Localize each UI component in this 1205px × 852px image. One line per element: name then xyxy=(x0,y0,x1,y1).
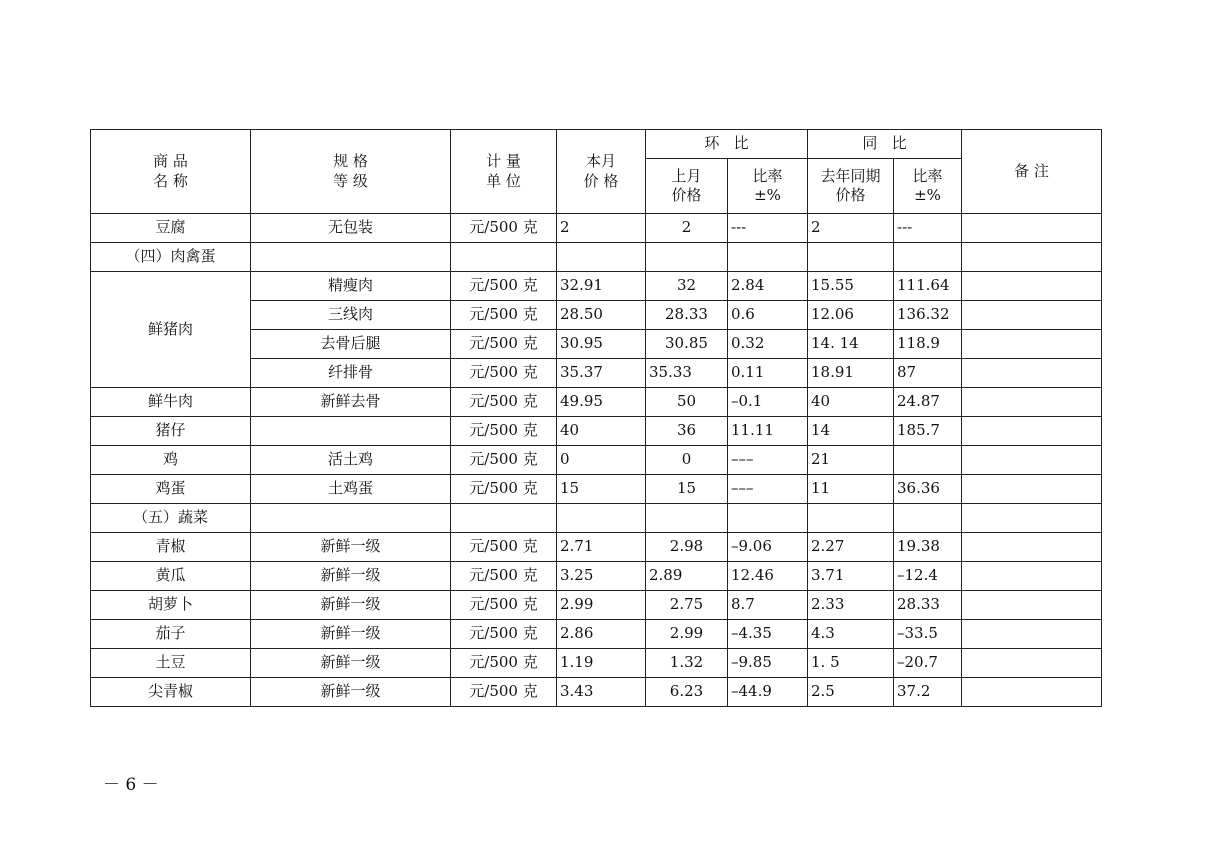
cell-last-price: 6.23 xyxy=(646,678,728,707)
cell-yoy-price: 14 xyxy=(808,417,894,446)
cell-note xyxy=(962,272,1102,301)
cell-yoy-rate xyxy=(894,446,962,475)
header-name: 商 品 名 称 xyxy=(91,130,251,214)
section-row xyxy=(91,243,1102,272)
table-row xyxy=(91,562,1102,591)
cell-unit: 元/500 克 xyxy=(451,359,557,388)
cell-note xyxy=(962,562,1102,591)
table-row xyxy=(91,620,1102,649)
cell-name: 鲜牛肉 xyxy=(91,388,251,417)
cell-mom-rate: –44.9 xyxy=(728,678,808,707)
header-mom-last: 上月 价格 xyxy=(646,159,728,214)
section-title: （五）蔬菜 xyxy=(91,504,251,533)
cell-unit: 元/500 克 xyxy=(451,214,557,243)
cell-spec: 三线肉 xyxy=(251,301,451,330)
cell-note xyxy=(962,330,1102,359)
cell-mom-rate: –4.35 xyxy=(728,620,808,649)
table-row xyxy=(91,533,1102,562)
cell-yoy-price: 18.91 xyxy=(808,359,894,388)
header-yoy-last: 去年同期 价格 xyxy=(808,159,894,214)
cell-note xyxy=(962,591,1102,620)
cell-note xyxy=(962,620,1102,649)
cell-note xyxy=(962,417,1102,446)
cell-last-price: 1.32 xyxy=(646,649,728,678)
cell-last-price: 2.99 xyxy=(646,620,728,649)
cell-price: 3.43 xyxy=(557,678,646,707)
cell-name: 青椒 xyxy=(91,533,251,562)
cell-yoy-rate: 24.87 xyxy=(894,388,962,417)
cell-yoy-rate: 111.64 xyxy=(894,272,962,301)
cell-last-price: 2.98 xyxy=(646,533,728,562)
cell-mom-rate: 8.7 xyxy=(728,591,808,620)
cell-price: 49.95 xyxy=(557,388,646,417)
cell-yoy-rate: 28.33 xyxy=(894,591,962,620)
cell-price: 15 xyxy=(557,475,646,504)
header-price: 本月 价 格 xyxy=(557,130,646,214)
cell-spec: 新鲜去骨 xyxy=(251,388,451,417)
table-row xyxy=(91,649,1102,678)
table-row xyxy=(91,417,1102,446)
cell-last-price: 32 xyxy=(646,272,728,301)
cell-yoy-rate: 185.7 xyxy=(894,417,962,446)
cell-unit: 元/500 克 xyxy=(451,649,557,678)
table-row xyxy=(91,591,1102,620)
cell-mom-rate: ––– xyxy=(728,446,808,475)
cell-note xyxy=(962,359,1102,388)
cell-last-price: 35.33 xyxy=(646,359,728,388)
cell-spec: 活土鸡 xyxy=(251,446,451,475)
cell-last-price: 28.33 xyxy=(646,301,728,330)
cell-yoy-rate: 136.32 xyxy=(894,301,962,330)
cell-name: 茄子 xyxy=(91,620,251,649)
section-title: （四）肉禽蛋 xyxy=(91,243,251,272)
cell-mom-rate: 11.11 xyxy=(728,417,808,446)
cell-note xyxy=(962,678,1102,707)
cell-mom-rate: 12.46 xyxy=(728,562,808,591)
cell-unit: 元/500 克 xyxy=(451,446,557,475)
cell-unit: 元/500 克 xyxy=(451,417,557,446)
cell-last-price: 2.75 xyxy=(646,591,728,620)
header-mom-rate: 比率 ±% xyxy=(728,159,808,214)
cell-mom-rate: –9.06 xyxy=(728,533,808,562)
cell-last-price: 36 xyxy=(646,417,728,446)
cell-price: 2.86 xyxy=(557,620,646,649)
cell-price: 2.99 xyxy=(557,591,646,620)
cell-spec: 去骨后腿 xyxy=(251,330,451,359)
cell-unit: 元/500 克 xyxy=(451,388,557,417)
cell-unit: 元/500 克 xyxy=(451,562,557,591)
cell-unit: 元/500 克 xyxy=(451,620,557,649)
cell-name: 豆腐 xyxy=(91,214,251,243)
cell-yoy-rate: --- xyxy=(894,214,962,243)
cell-yoy-price: 15.55 xyxy=(808,272,894,301)
cell-note xyxy=(962,301,1102,330)
cell-last-price: 50 xyxy=(646,388,728,417)
cell-yoy-price: 2.33 xyxy=(808,591,894,620)
table-row xyxy=(91,678,1102,707)
cell-unit: 元/500 克 xyxy=(451,272,557,301)
cell-spec: 纤排骨 xyxy=(251,359,451,388)
cell-yoy-price: 14. 14 xyxy=(808,330,894,359)
header-spec: 规 格 等 级 xyxy=(251,130,451,214)
cell-last-price: 2.89 xyxy=(646,562,728,591)
cell-mom-rate: ––– xyxy=(728,475,808,504)
cell-yoy-rate: –20.7 xyxy=(894,649,962,678)
cell-unit: 元/500 克 xyxy=(451,591,557,620)
cell-name: 鸡 xyxy=(91,446,251,475)
cell-note xyxy=(962,533,1102,562)
cell-last-price: 2 xyxy=(646,214,728,243)
cell-yoy-price: 11 xyxy=(808,475,894,504)
cell-spec xyxy=(251,417,451,446)
page-number: － 6 － xyxy=(103,775,159,795)
cell-mom-rate: –0.1 xyxy=(728,388,808,417)
table-row xyxy=(91,475,1102,504)
cell-name: 黄瓜 xyxy=(91,562,251,591)
cell-spec: 新鲜一级 xyxy=(251,533,451,562)
cell-last-price: 30.85 xyxy=(646,330,728,359)
cell-yoy-price: 3.71 xyxy=(808,562,894,591)
cell-price: 2.71 xyxy=(557,533,646,562)
table-row xyxy=(91,446,1102,475)
cell-yoy-price: 12.06 xyxy=(808,301,894,330)
cell-note xyxy=(962,475,1102,504)
cell-yoy-price: 2 xyxy=(808,214,894,243)
cell-yoy-rate: 37.2 xyxy=(894,678,962,707)
cell-mom-rate: 0.32 xyxy=(728,330,808,359)
cell-mom-rate: --- xyxy=(728,214,808,243)
cell-yoy-rate: 19.38 xyxy=(894,533,962,562)
header-note: 备 注 xyxy=(962,130,1102,214)
cell-yoy-price: 2.27 xyxy=(808,533,894,562)
cell-yoy-rate: 36.36 xyxy=(894,475,962,504)
cell-yoy-rate: –12.4 xyxy=(894,562,962,591)
section-row xyxy=(91,504,1102,533)
cell-name: 尖青椒 xyxy=(91,678,251,707)
cell-price: 30.95 xyxy=(557,330,646,359)
cell-yoy-price: 21 xyxy=(808,446,894,475)
cell-note xyxy=(962,446,1102,475)
cell-spec: 新鲜一级 xyxy=(251,562,451,591)
table-row xyxy=(91,272,1102,301)
cell-mom-rate: 0.11 xyxy=(728,359,808,388)
table-row xyxy=(91,214,1102,243)
cell-name: 鸡蛋 xyxy=(91,475,251,504)
cell-last-price: 0 xyxy=(646,446,728,475)
cell-last-price: 15 xyxy=(646,475,728,504)
cell-spec: 新鲜一级 xyxy=(251,620,451,649)
cell-spec: 精瘦肉 xyxy=(251,272,451,301)
cell-note xyxy=(962,388,1102,417)
cell-unit: 元/500 克 xyxy=(451,330,557,359)
cell-price: 2 xyxy=(557,214,646,243)
cell-note xyxy=(962,214,1102,243)
cell-spec: 新鲜一级 xyxy=(251,649,451,678)
cell-spec: 新鲜一级 xyxy=(251,678,451,707)
cell-unit: 元/500 克 xyxy=(451,301,557,330)
cell-price: 40 xyxy=(557,417,646,446)
cell-yoy-price: 1. 5 xyxy=(808,649,894,678)
cell-unit: 元/500 克 xyxy=(451,533,557,562)
cell-yoy-price: 40 xyxy=(808,388,894,417)
cell-name: 胡萝卜 xyxy=(91,591,251,620)
cell-yoy-rate: –33.5 xyxy=(894,620,962,649)
cell-price: 0 xyxy=(557,446,646,475)
cell-yoy-rate: 118.9 xyxy=(894,330,962,359)
cell-unit: 元/500 克 xyxy=(451,475,557,504)
cell-price: 32.91 xyxy=(557,272,646,301)
header-yoy-group: 同 比 xyxy=(808,130,962,159)
cell-mom-rate: 2.84 xyxy=(728,272,808,301)
cell-price: 1.19 xyxy=(557,649,646,678)
cell-unit: 元/500 克 xyxy=(451,678,557,707)
cell-yoy-price: 2.5 xyxy=(808,678,894,707)
cell-yoy-price: 4.3 xyxy=(808,620,894,649)
cell-mom-rate: 0.6 xyxy=(728,301,808,330)
header-yoy-rate: 比率 ±% xyxy=(894,159,962,214)
cell-mom-rate: –9.85 xyxy=(728,649,808,678)
cell-price: 3.25 xyxy=(557,562,646,591)
table-row xyxy=(91,388,1102,417)
header-mom-group: 环 比 xyxy=(646,130,808,159)
cell-note xyxy=(962,649,1102,678)
header-unit: 计 量 单 位 xyxy=(451,130,557,214)
cell-spec: 土鸡蛋 xyxy=(251,475,451,504)
cell-name: 土豆 xyxy=(91,649,251,678)
cell-name: 鲜猪肉 xyxy=(91,272,251,388)
cell-spec: 无包装 xyxy=(251,214,451,243)
header-row-1 xyxy=(91,130,1102,159)
cell-name: 猪仔 xyxy=(91,417,251,446)
price-table xyxy=(90,129,1102,707)
cell-yoy-rate: 87 xyxy=(894,359,962,388)
cell-price: 28.50 xyxy=(557,301,646,330)
cell-spec: 新鲜一级 xyxy=(251,591,451,620)
cell-price: 35.37 xyxy=(557,359,646,388)
